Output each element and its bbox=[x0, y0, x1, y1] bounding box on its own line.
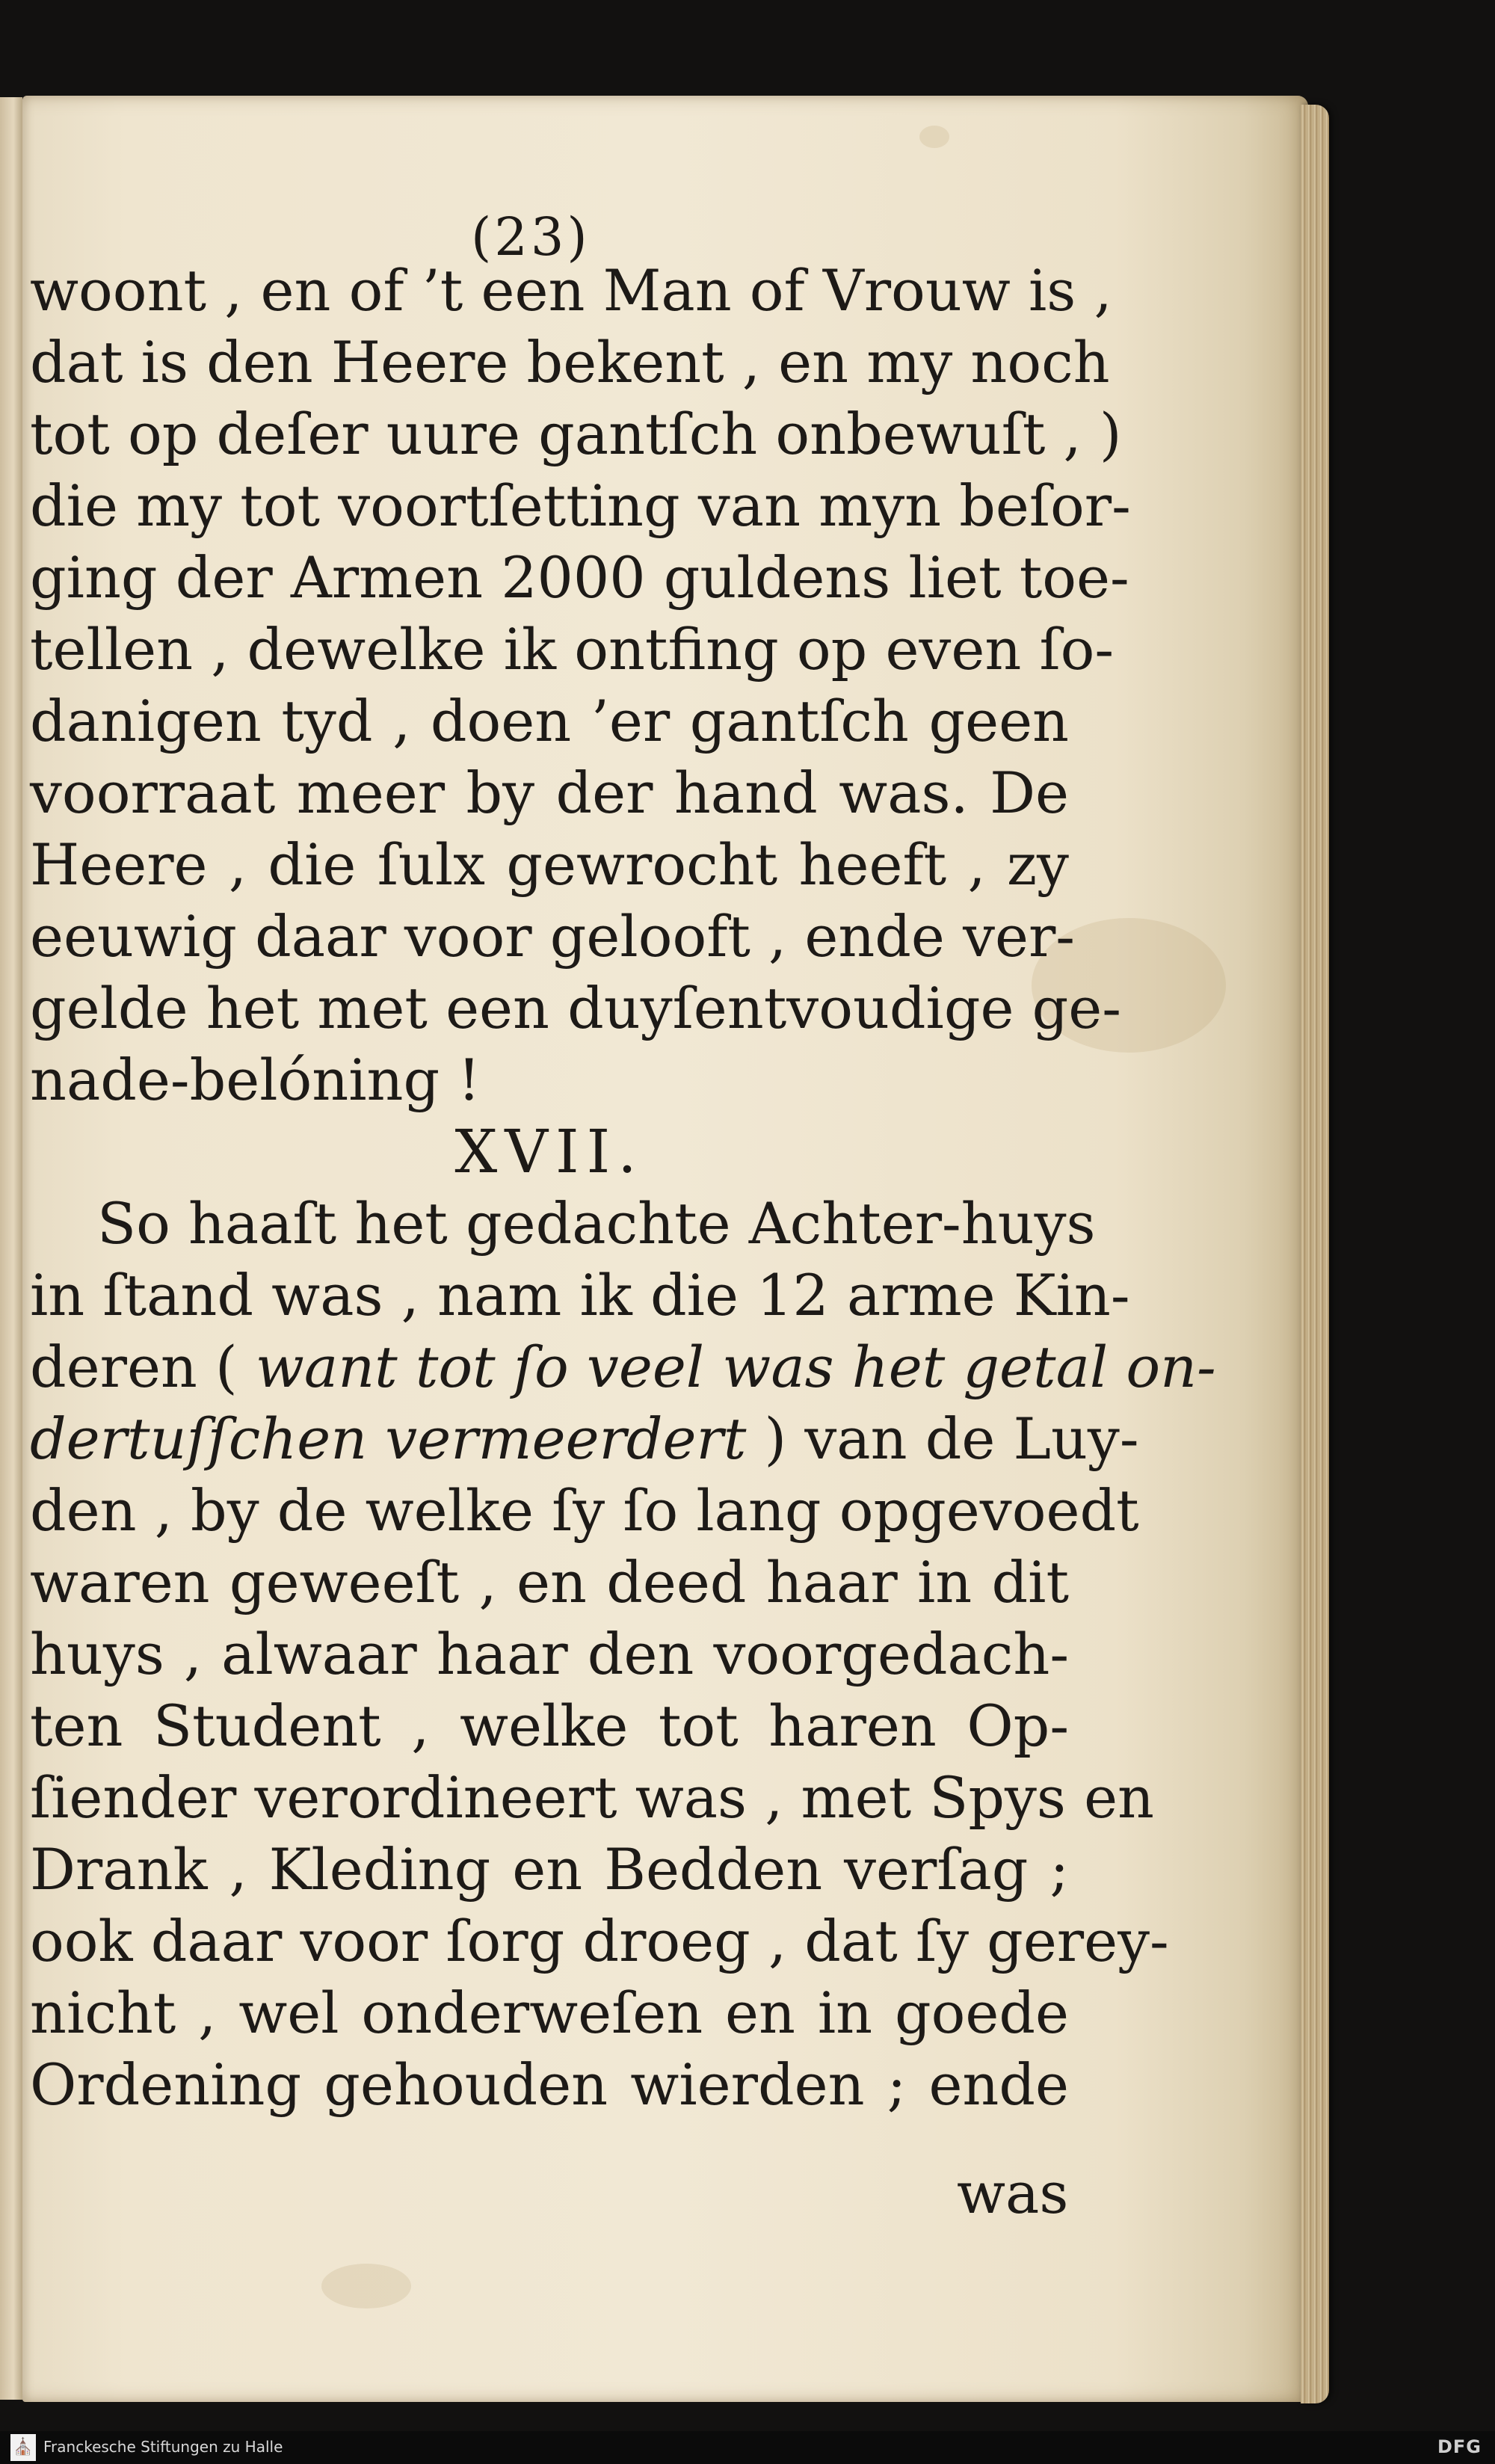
text-line: ging der Armen 2000 guldens liet toe- bbox=[30, 544, 1129, 611]
text-line: Ordening gehouden wierden ; ende bbox=[30, 2051, 1069, 2118]
text-line: dat is den Heere bekent , en my noch bbox=[30, 329, 1110, 395]
section-heading: XVII. bbox=[454, 1117, 644, 1186]
catchword: was bbox=[957, 2160, 1069, 2226]
book-page bbox=[22, 96, 1308, 2402]
text-line: So haaſt het gedachte Achter-huys bbox=[97, 1190, 1096, 1257]
text-line: Heere , die ſulx gewrocht heeft , zy bbox=[30, 831, 1069, 898]
page-number: (23) bbox=[471, 206, 591, 268]
text-line: in ſtand was , nam ik die 12 arme Kin- bbox=[30, 1262, 1130, 1328]
text-line: huys , alwaar haar den voorgedach- bbox=[30, 1621, 1069, 1687]
text-line: ſiender verordineert was , met Spys en bbox=[30, 1764, 1155, 1831]
text-line: Drank , Kleding en Bedden verſag ; bbox=[30, 1836, 1069, 1903]
italic-text: dertuſſchen vermeerdert bbox=[30, 1405, 747, 1472]
page-edges bbox=[1301, 105, 1329, 2403]
text-line: woont , en of ’t een Man of Vrouw is , bbox=[30, 257, 1112, 324]
text-line bbox=[30, 1333, 1216, 1402]
text-line: waren geweeſt , en deed haar in dit bbox=[30, 1549, 1069, 1616]
italic-text: want tot ſo veel was het getal on- bbox=[255, 1334, 1216, 1400]
text-line: den , by de welke ſy ſo lang opgevoedt bbox=[30, 1477, 1139, 1544]
text-line: tot op deſer uure gantſch onbewuſt , ) bbox=[30, 401, 1122, 467]
text-line: voorraat meer by der hand was. De bbox=[30, 760, 1069, 826]
text-line: die my tot voortſetting van myn beſor- bbox=[30, 472, 1131, 539]
text-line: ten Student , welke tot haren Op- bbox=[30, 1693, 1069, 1759]
text-line: ook daar voor ſorg droeg , dat ſy gerey- bbox=[30, 1908, 1169, 1974]
previous-page-edge bbox=[0, 97, 22, 2400]
page-text bbox=[22, 96, 1308, 2402]
institution-name: Franckesche Stiftungen zu Halle bbox=[43, 2438, 283, 2456]
text-fragment: ) van de Luy- bbox=[746, 1405, 1139, 1472]
text-line: danigen tyd , doen ’er gantſch geen bbox=[30, 688, 1069, 754]
text-line: eeuwig daar voor gelooft , ende ver- bbox=[30, 903, 1075, 970]
text-line: nicht , wel onderweſen en in goede bbox=[30, 1980, 1069, 2046]
building-icon: ⛪ bbox=[10, 2434, 36, 2461]
text-line: gelde het met een duyſentvoudige ge- bbox=[30, 975, 1121, 1041]
text-line: nade-belóning ! bbox=[30, 1047, 481, 1113]
text-line bbox=[30, 1405, 1139, 1473]
dfg-logo: DFG bbox=[1437, 2436, 1482, 2457]
text-fragment: deren ( bbox=[30, 1334, 256, 1400]
text-line: tellen , dewelke ik ontfing op even ſo- bbox=[30, 616, 1115, 683]
footer-bar bbox=[0, 2431, 1495, 2464]
